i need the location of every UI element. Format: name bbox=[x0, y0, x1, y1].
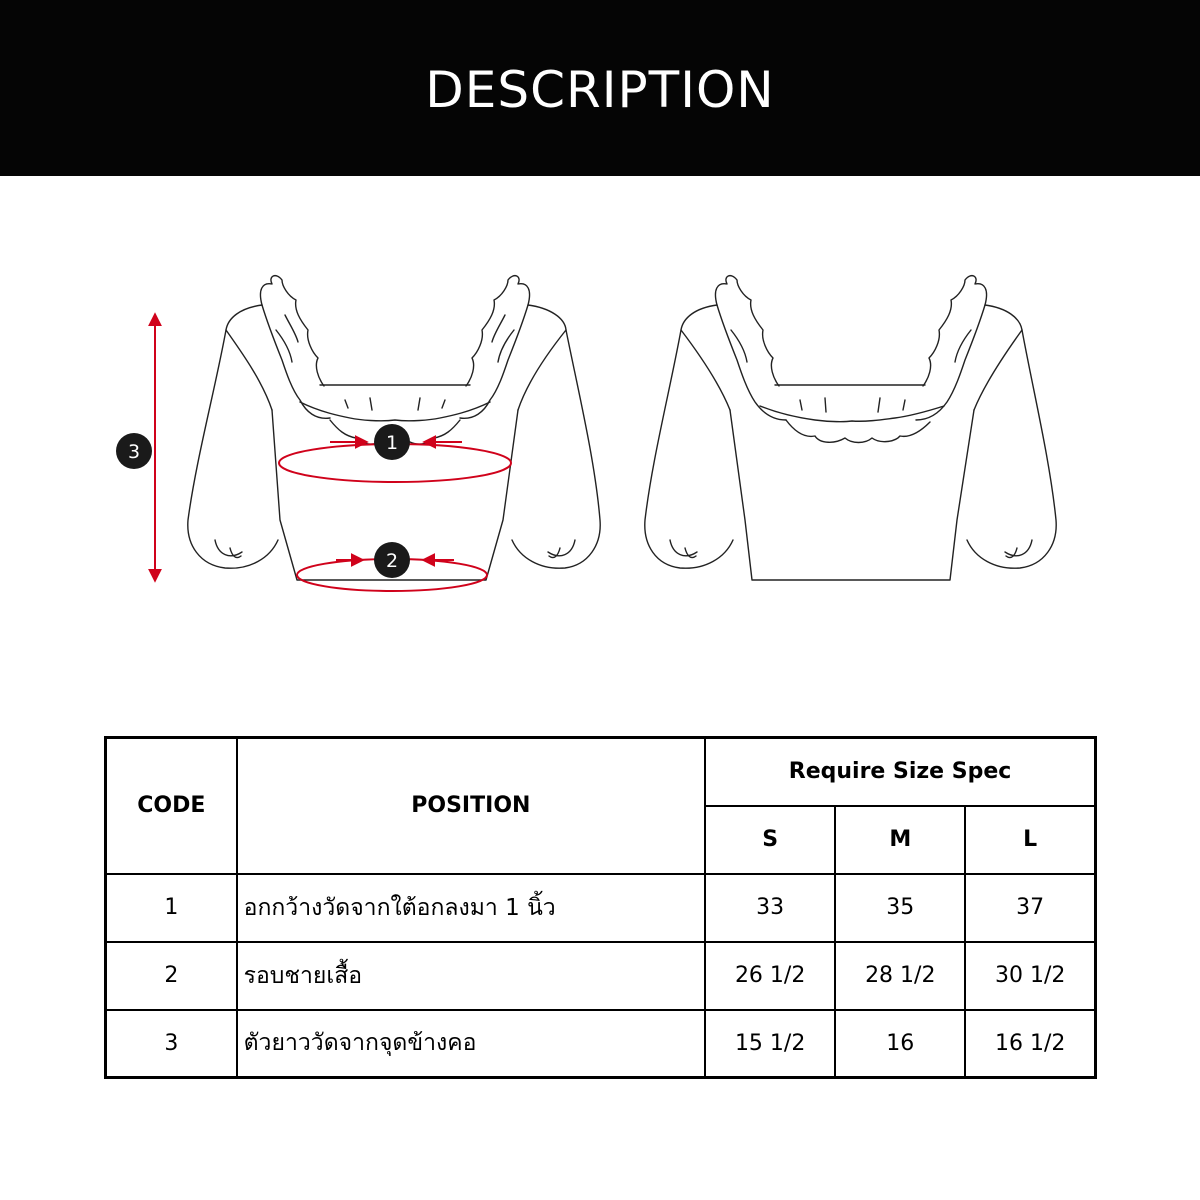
table-row bbox=[106, 1010, 1096, 1078]
row-value-l: 37 bbox=[965, 874, 1095, 942]
marker-3 bbox=[116, 433, 152, 469]
row-value-m: 35 bbox=[835, 874, 965, 942]
table-row bbox=[106, 942, 1096, 1010]
marker-2-label: 2 bbox=[385, 550, 399, 572]
position-header: POSITION bbox=[237, 738, 705, 874]
size-l-header: L bbox=[965, 806, 1095, 874]
garment-diagram bbox=[0, 270, 1200, 610]
row-position: รอบชายเสื้อ bbox=[237, 942, 705, 1010]
size-spec-table bbox=[104, 736, 1097, 1079]
row-value-m: 28 1/2 bbox=[835, 942, 965, 1010]
row-code: 2 bbox=[106, 942, 237, 1010]
row-value-l: 16 1/2 bbox=[965, 1010, 1095, 1078]
marker-1 bbox=[374, 424, 410, 460]
row-value-m: 16 bbox=[835, 1010, 965, 1078]
header-banner bbox=[0, 0, 1200, 176]
row-value-s: 33 bbox=[705, 874, 835, 942]
row-value-s: 26 1/2 bbox=[705, 942, 835, 1010]
code-header: CODE bbox=[106, 738, 237, 874]
size-s-header: S bbox=[705, 806, 835, 874]
row-position: ตัวยาววัดจากจุดข้างคอ bbox=[237, 1010, 705, 1078]
size-m-header: M bbox=[835, 806, 965, 874]
marker-1-label: 1 bbox=[385, 432, 399, 454]
row-code: 3 bbox=[106, 1010, 237, 1078]
back-view bbox=[645, 276, 1056, 580]
marker-3-label: 3 bbox=[127, 441, 141, 463]
page-title: DESCRIPTION bbox=[425, 61, 775, 119]
row-value-s: 15 1/2 bbox=[705, 1010, 835, 1078]
spec-header: Require Size Spec bbox=[705, 738, 1095, 806]
table-row bbox=[106, 874, 1096, 942]
measure-lines bbox=[155, 315, 511, 591]
row-code: 1 bbox=[106, 874, 237, 942]
marker-2 bbox=[374, 542, 410, 578]
row-value-l: 30 1/2 bbox=[965, 942, 1095, 1010]
row-position: อกกว้างวัดจากใต้อกลงมา 1 นิ้ว bbox=[237, 874, 705, 942]
